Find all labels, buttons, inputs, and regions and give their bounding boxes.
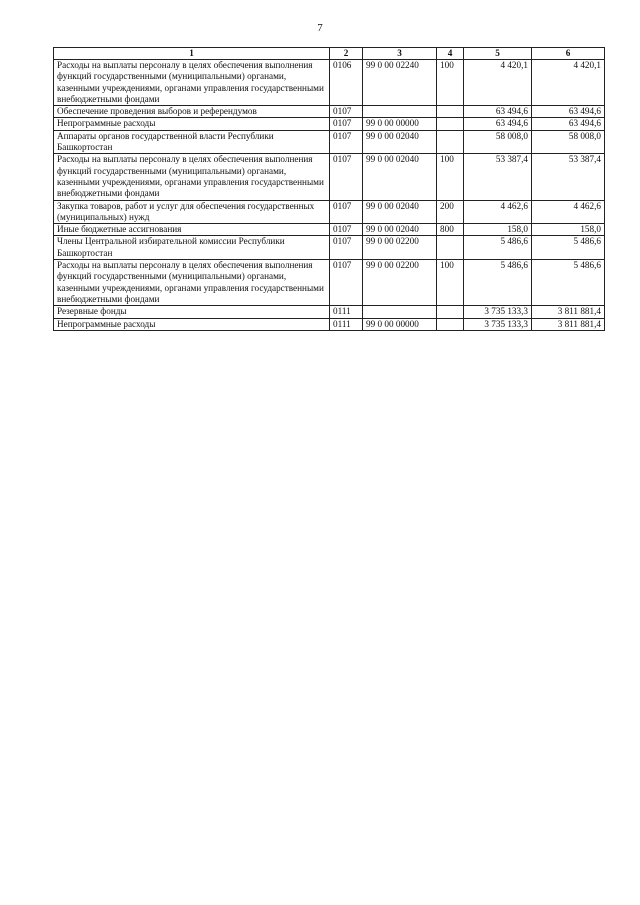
header-col-4: 4 (437, 48, 464, 60)
row-article-cell: 99 0 00 02240 (363, 60, 437, 106)
header-col-3: 3 (363, 48, 437, 60)
row-article-cell: 99 0 00 00000 (363, 318, 437, 330)
page-number: 7 (317, 22, 323, 34)
table-header-row (54, 48, 605, 60)
row-section-cell: 0107 (330, 260, 363, 306)
table-row (54, 118, 605, 130)
row-name-cell: Резервные фонды (54, 306, 330, 318)
row-article-cell (363, 106, 437, 118)
row-amount-year1-cell: 5 486,6 (464, 260, 532, 306)
row-amount-year2-cell: 4 420,1 (532, 60, 605, 106)
table-row (54, 60, 605, 106)
row-expense-type-cell (437, 318, 464, 330)
row-amount-year1-cell: 63 494,6 (464, 118, 532, 130)
row-article-cell: 99 0 00 02200 (363, 236, 437, 260)
row-section-cell: 0107 (330, 130, 363, 154)
row-name-cell: Члены Центральной избирательной комиссии Республики Башкортостан (54, 236, 330, 260)
header-col-2: 2 (330, 48, 363, 60)
row-article-cell: 99 0 00 02200 (363, 260, 437, 306)
table-row (54, 130, 605, 154)
row-article-cell: 99 0 00 02040 (363, 224, 437, 236)
row-expense-type-cell (437, 306, 464, 318)
header-col-1: 1 (54, 48, 330, 60)
table-row (54, 260, 605, 306)
row-amount-year2-cell: 158,0 (532, 224, 605, 236)
row-amount-year1-cell: 158,0 (464, 224, 532, 236)
row-amount-year2-cell: 63 494,6 (532, 106, 605, 118)
row-expense-type-cell: 100 (437, 60, 464, 106)
table-row (54, 224, 605, 236)
row-expense-type-cell: 800 (437, 224, 464, 236)
row-expense-type-cell (437, 236, 464, 260)
table-body (54, 60, 605, 331)
row-section-cell: 0107 (330, 200, 363, 224)
row-name-cell: Закупка товаров, работ и услуг для обеспечения государственных (муниципальных) нужд (54, 200, 330, 224)
table-row (54, 106, 605, 118)
row-name-cell: Обеспечение проведения выборов и референдумов (54, 106, 330, 118)
row-name-cell: Расходы на выплаты персоналу в целях обеспечения выполнения функций государственными (муниципальными) органами, казенными учреждениями, органами управления государственными внебюджетными фондами (54, 154, 330, 200)
row-expense-type-cell: 100 (437, 154, 464, 200)
table-row (54, 306, 605, 318)
header-col-5: 5 (464, 48, 532, 60)
row-amount-year2-cell: 3 811 881,4 (532, 318, 605, 330)
row-amount-year1-cell: 58 008,0 (464, 130, 532, 154)
row-amount-year1-cell: 3 735 133,3 (464, 306, 532, 318)
row-amount-year1-cell: 63 494,6 (464, 106, 532, 118)
row-name-cell: Расходы на выплаты персоналу в целях обеспечения выполнения функций государственными (муниципальными) органами, казенными учреждениями, органами управления государственными внебюджетными фондами (54, 60, 330, 106)
row-amount-year1-cell: 3 735 133,3 (464, 318, 532, 330)
row-article-cell: 99 0 00 02040 (363, 130, 437, 154)
header-col-6: 6 (532, 48, 605, 60)
row-name-cell: Расходы на выплаты персоналу в целях обеспечения выполнения функций государственными (муниципальными) органами, казенными учреждениями, органами управления государственными внебюджетными фондами (54, 260, 330, 306)
row-amount-year2-cell: 5 486,6 (532, 236, 605, 260)
row-article-cell: 99 0 00 02040 (363, 200, 437, 224)
row-expense-type-cell (437, 106, 464, 118)
row-amount-year2-cell: 3 811 881,4 (532, 306, 605, 318)
row-expense-type-cell (437, 130, 464, 154)
row-amount-year1-cell: 53 387,4 (464, 154, 532, 200)
row-expense-type-cell (437, 118, 464, 130)
row-amount-year2-cell: 63 494,6 (532, 118, 605, 130)
row-article-cell (363, 306, 437, 318)
row-article-cell: 99 0 00 00000 (363, 118, 437, 130)
row-section-cell: 0111 (330, 306, 363, 318)
row-amount-year2-cell: 5 486,6 (532, 260, 605, 306)
table-row (54, 318, 605, 330)
table-row (54, 236, 605, 260)
row-amount-year1-cell: 4 462,6 (464, 200, 532, 224)
row-expense-type-cell: 100 (437, 260, 464, 306)
row-section-cell: 0107 (330, 154, 363, 200)
row-amount-year1-cell: 5 486,6 (464, 236, 532, 260)
table-row (54, 154, 605, 200)
row-amount-year2-cell: 4 462,6 (532, 200, 605, 224)
row-section-cell: 0111 (330, 318, 363, 330)
row-expense-type-cell: 200 (437, 200, 464, 224)
row-section-cell: 0107 (330, 224, 363, 236)
row-section-cell: 0107 (330, 236, 363, 260)
table-row (54, 200, 605, 224)
row-amount-year1-cell: 4 420,1 (464, 60, 532, 106)
row-section-cell: 0106 (330, 60, 363, 106)
row-section-cell: 0107 (330, 106, 363, 118)
row-amount-year2-cell: 58 008,0 (532, 130, 605, 154)
budget-table (53, 47, 605, 331)
row-name-cell: Аппараты органов государственной власти Республики Башкортостан (54, 130, 330, 154)
row-amount-year2-cell: 53 387,4 (532, 154, 605, 200)
row-name-cell: Непрограммные расходы (54, 118, 330, 130)
row-name-cell: Непрограммные расходы (54, 318, 330, 330)
row-name-cell: Иные бюджетные ассигнования (54, 224, 330, 236)
row-section-cell: 0107 (330, 118, 363, 130)
row-article-cell: 99 0 00 02040 (363, 154, 437, 200)
